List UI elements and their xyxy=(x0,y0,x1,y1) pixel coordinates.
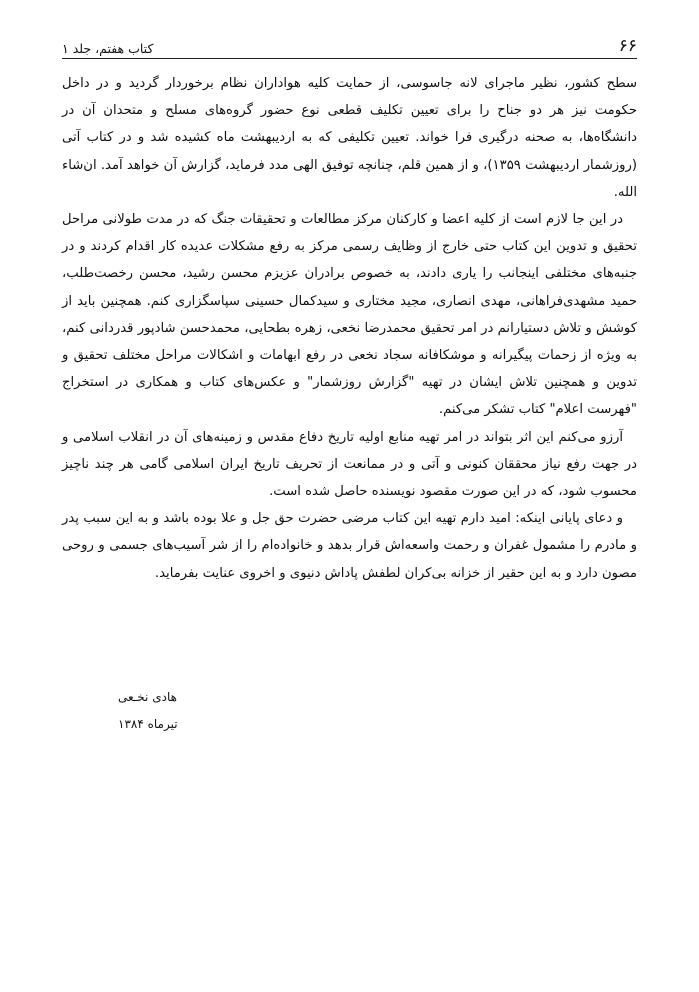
paragraph-3: آرزو می‌کنم این اثر بتواند در امر تهیه منابع اولیه تاریخ دفاع مقدس و زمینه‌های آن در انقلاب اسلامی و در جهت رفع نیاز محققان کنونی و آتی و در ممانعت از تحریف تاریخ ایران اسلامی گامی هر چند ناچیز محسوب شود، که در این صورت مقصود نویسنده حاصل شده است. xyxy=(62,429,637,500)
body-text xyxy=(62,70,637,587)
book-title: کتاب هفتم، جلد ۱ xyxy=(62,41,154,56)
signature-date: تیرماه ۱۳۸۴ xyxy=(118,717,178,731)
author-name: هادی نخـعی xyxy=(118,690,177,704)
paragraph-4: و دعای پایانی اینکه: امید دارم تهیه این کتاب مرضی حضرت حق جل و علا بوده باشد و به این سبب پدر و مادرم را مشمول غفران و رحمت واسعه‌اش قرار بدهد و خانواده‌ام را از شر آسیب‌های جسمی و روحی مصون دارد و به این حقیر از خزانه بی‌کران لطفش پاداش دنیوی و اخروی عنایت بفرماید. xyxy=(62,511,637,581)
page-header xyxy=(62,30,637,59)
page-number: ۶۶ xyxy=(618,36,637,56)
paragraph-1: سطح کشور، نظیر ماجرای لانه جاسوسی، از حمایت کلیه هواداران نظام برخوردار گردید و در داخل حکومت نیز هر دو جناح را برای تعیین تکلیف قطعی نوع حضور گروه‌های مسلح و متحدان آن در دانشگاه‌ها، به صحنه درگیری فرا خواند. تعیین تکلیفی که به اردیبهشت ماه کشیده شد و در کتاب آتی (روزشمار اردیبهشت ۱۳۵۹)، و از همین قلم، چنانچه توفیق الهی مدد فرماید، گزارش آن خواهد آمد. ان‌شاء الله. xyxy=(62,76,637,200)
paragraph-2: در این جا لازم است از کلیه اعضا و کارکنان مرکز مطالعات و تحقیقات جنگ که در مدت طولانی مراحل تحقیق و تدوین این کتاب حتی خارج از وظایف رسمی مرکز به رفع مشکلات عدیده کار اقدام کردند و در جنبه‌های مختلفی اینجانب را یاری دادند، به خصوص برادران عزیزم محسن رشید، محسن رخصت‌طلب، حمید مشهدی‌فراهانی، مهدی انصاری، مجید مختاری و سیدکمال حسینی سپاسگزاری کنم. همچنین باید از کوشش و تلاش دستیارانم در امر تحقیق محمدرضا نخعی، زهره بطحایی، محمدحسن شادپور قدردانی کنم، به ویژه از زحمات پیگیرانه و موشکافانه سجاد نخعی در رفع ابهامات و اشکالات مراحل مختلف تحقیق و تدوین و همچنین تلاش ایشان در تهیه "گزارش روزشمار" و عکس‌های کتاب و همکاری در استخراج "فهرست اعلام" کتاب تشکر می‌کنم. xyxy=(62,212,637,418)
signature-block xyxy=(118,684,238,738)
